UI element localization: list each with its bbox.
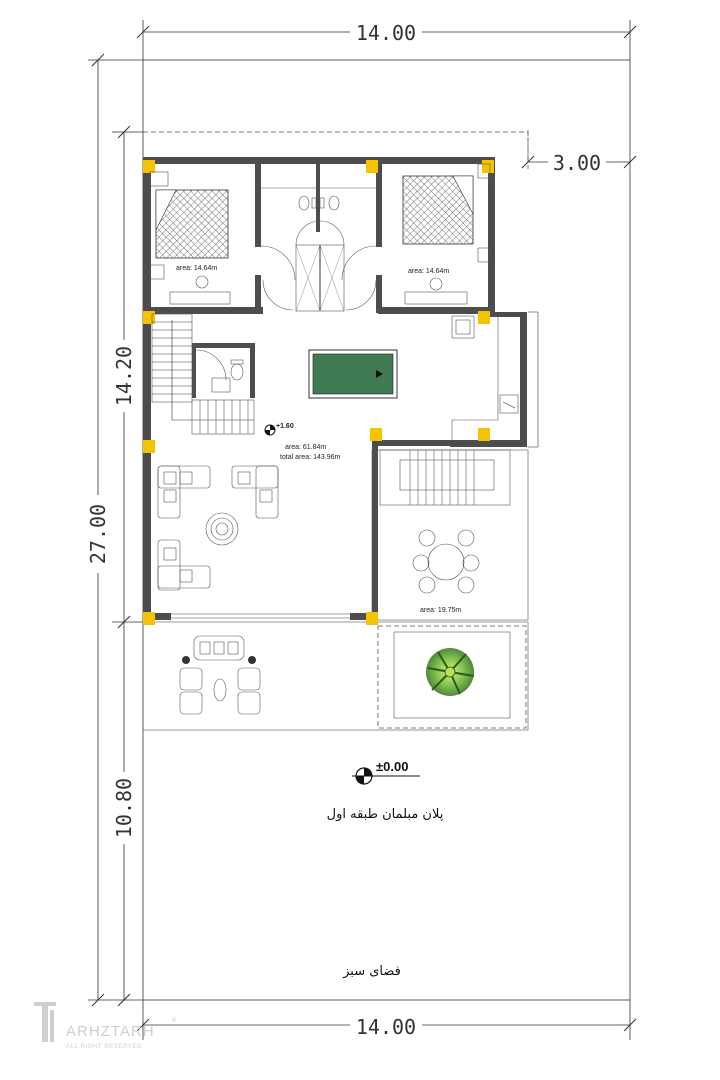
kitchen xyxy=(452,316,518,440)
top-width-label: 14.00 xyxy=(355,21,417,45)
dining-set xyxy=(413,530,479,614)
top-dimension xyxy=(137,18,636,60)
ground-level-label: ±0.00 xyxy=(376,759,409,774)
left-split-dimension xyxy=(112,126,143,1006)
left-bedroom-area: area: 14.64m xyxy=(176,265,218,272)
outdoor-seating xyxy=(180,636,260,714)
wc xyxy=(196,350,243,392)
bottom-dimension xyxy=(137,1000,636,1040)
total-depth-label: 27.00 xyxy=(86,503,110,565)
total-area: total area: 143.96m xyxy=(280,454,341,461)
plant-icon xyxy=(426,648,474,696)
living-labels xyxy=(265,423,340,461)
right-offset-label: 3.00 xyxy=(552,151,602,175)
logo-name: ARHZTARH xyxy=(66,1023,155,1040)
yard-depth-label: 10.80 xyxy=(112,777,136,839)
right-bedroom xyxy=(403,164,490,304)
plan-title: پلان مبلمان طبقه اول xyxy=(326,807,444,822)
logo-registered: ® xyxy=(172,1018,178,1024)
left-staircase xyxy=(152,314,254,434)
living-area: area: 61.84m xyxy=(285,444,327,451)
left-total-dimension xyxy=(86,54,143,1006)
bottom-width-label: 14.00 xyxy=(355,1015,417,1039)
right-offset-dimension xyxy=(522,130,636,175)
brand-logo xyxy=(34,1002,177,1050)
interior-level: +1.60 xyxy=(276,423,294,430)
living-sofas xyxy=(158,466,278,590)
billiard-table xyxy=(309,350,397,398)
ground-level-marker xyxy=(352,759,420,784)
left-bedroom xyxy=(150,172,230,304)
green-space-label: فضای سبز xyxy=(343,964,401,979)
logo-rights: ALL RIGHT RESERVED xyxy=(66,1044,143,1050)
right-staircase xyxy=(380,450,510,505)
right-bedroom-area: area: 14.64m xyxy=(408,268,450,275)
terrace-area: area: 19.75m xyxy=(420,607,462,614)
building-depth-label: 14.20 xyxy=(112,345,136,407)
